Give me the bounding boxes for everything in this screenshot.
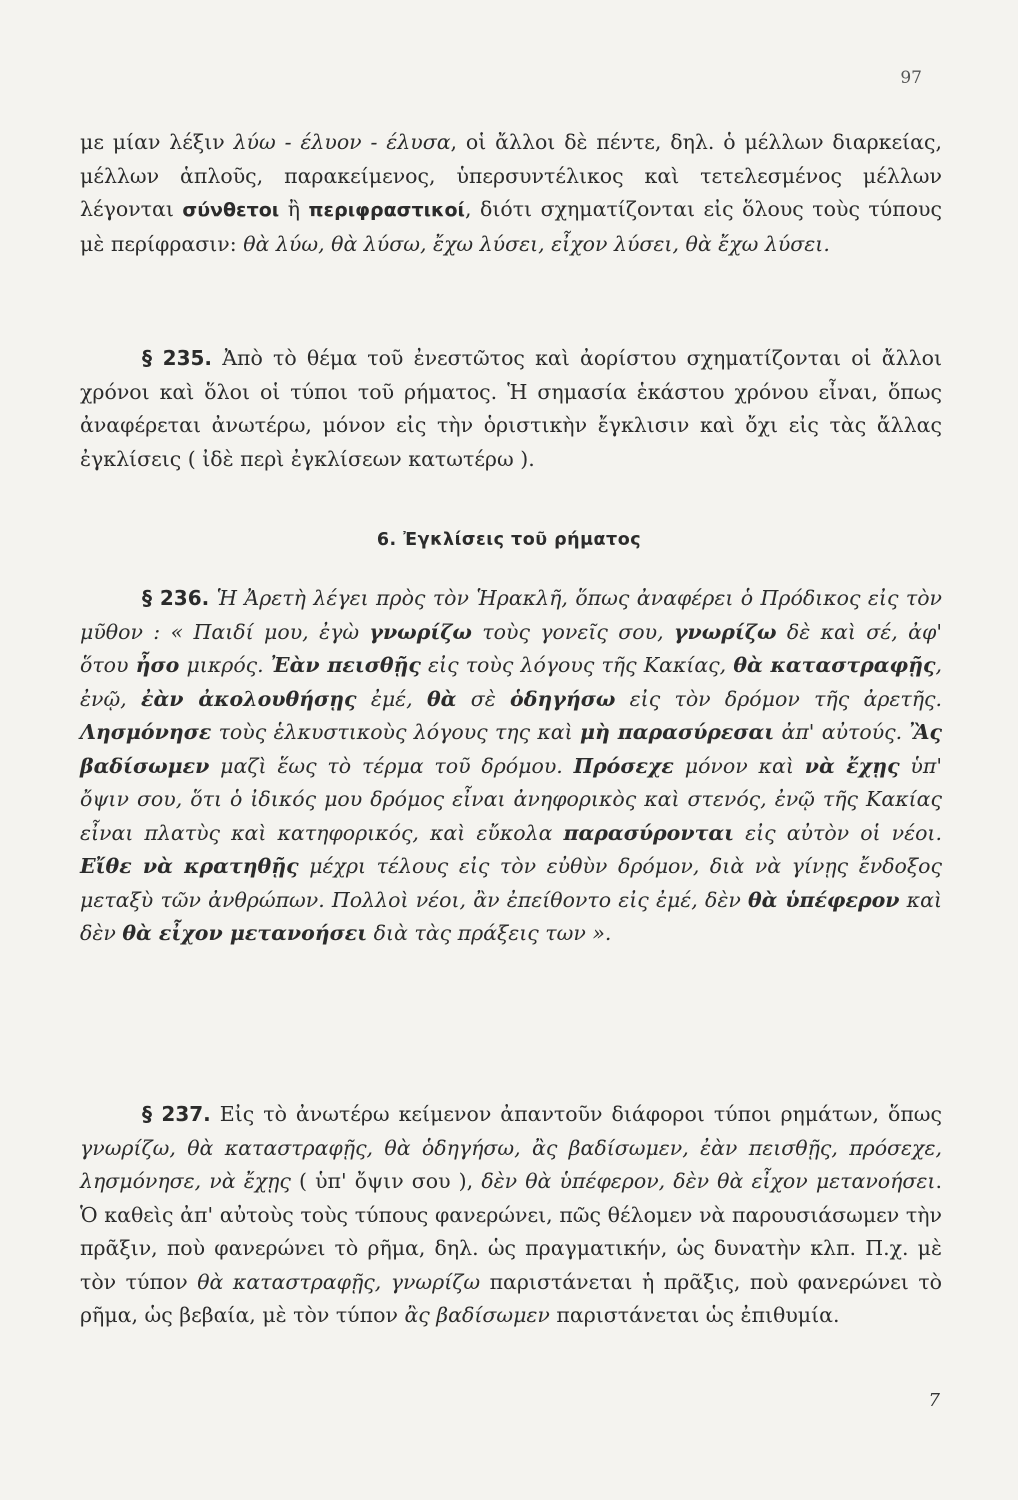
term-compound: σύνθετοι [182, 199, 280, 221]
text-run: ὑπ' ὄψιν σου, ὅτι ὁ ἰδικός μου δρόμος εἶναι ἀνηφορικὸς καὶ στενός, ἐνῷ τῆς Κακίας εἶναι πλατὺς καὶ κατηφορικός, καὶ εὔκολα [80, 753, 943, 845]
example-forms: γνωρίζω, θὰ καταστραφῇς, θὰ ὁδηγήσω, ἂς βαδίσωμεν, ἐὰν πεισθῇς, πρόσεχε, λησμόνησε, νὰ ἔχῃς [80, 1135, 942, 1193]
text-run: δὲ καὶ σέ, ἀφ' ὅτου [80, 619, 943, 677]
example-forms: λύω - έλυον - έλυσα [233, 130, 451, 154]
text-run: τοὺς ἑλκυστικοὺς λόγους της καὶ [211, 720, 580, 744]
verb-form: νὰ ἔχῃς [804, 753, 900, 778]
example-forms: θὰ καταστραφῇς, γνωρίζω [197, 1269, 481, 1294]
text-run: , ἐνῷ, [80, 653, 943, 711]
text-run: παριστάνεται ἡ πρᾶξις, ποὺ φανερώνει τὸ ρῆμα, ὡς βεβαία, μὲ τὸν τύπον [80, 1269, 943, 1327]
text-run: Εἰς τὸ ἀνωτέρω κείμενον ἀπαντοῦν διάφοροι τύποι ρημάτων, ὅπως [210, 1102, 942, 1126]
verb-form: ὁδηγήσω [510, 686, 616, 711]
text-run: εἰς αὐτὸν οἱ νέοι. [734, 820, 942, 845]
example-forms: δὲν θὰ ὑπέφερον, δὲν θὰ εἶχον μετανοήσει [481, 1169, 936, 1193]
verb-form: παρασύρονται [563, 820, 735, 845]
verb-form: Λησμόνησε [80, 720, 212, 744]
signature-mark: 7 [928, 1390, 940, 1411]
text-run: ἐμέ, [356, 686, 427, 711]
paragraph-continuation [80, 126, 942, 261]
text-run: εἰς τοὺς λόγους τῆς Κακίας, [420, 653, 734, 677]
text-run: Ἀπὸ τὸ θέμα τοῦ ἐνεστῶτος καὶ ἀορίστου σχηματίζονται οἱ ἄλλοι χρόνοι καὶ ὅλοι οἱ τύποι τοῦ ρήματος. Ἡ σημασία ἑκάστου χρόνου εἶναι, ὅπως ἀναφέρεται ἀνωτέρω, μόνον εἰς τὴν ὁριστικὴν ἔγκλισιν καὶ ὄχι εἰς τὰς ἄλλας ἐγκλίσεις ( ἰδὲ περὶ ἐγκλίσεων κατωτέρω ). [80, 346, 942, 471]
text-run: μέχρι τέλους εἰς τὸν εὐθὺν δρόμον, διὰ νὰ γίνῃς ἔνδοξος μεταξὺ τῶν ἀνθρώπων. Πολλοὶ νέοι, ἂν ἐπείθοντο εἰς ἐμέ, δὲν [80, 854, 942, 912]
text-run: τοὺς γονεῖς σου, [471, 619, 674, 644]
term-periphrastic: περιφραστικοί [308, 199, 465, 221]
verb-form: Εἴθε νὰ κρατηθῇς [80, 854, 299, 878]
verb-form: ἐὰν ἀκολουθήσῃς [141, 686, 357, 711]
verb-form: Ἐὰν πεισθῇς [270, 653, 421, 677]
section-number: § 237. [142, 1102, 211, 1126]
page-number: 97 [900, 68, 922, 88]
text-run: Ἡ Ἀρετὴ λέγει πρὸς τὸν Ἡρακλῆ, ὅπως ἀναφέρει ὁ Πρόδικος εἰς τὸν μῦθον : « Παιδί μου, ἐγὼ [80, 586, 943, 644]
verb-form: Πρόσεχε [573, 753, 674, 778]
example-forms: θὰ λύω, θὰ λύσω, ἔχω λύσει, εἶχον λύσει, θὰ ἔχω λύσει. [243, 231, 830, 256]
text-run: καὶ δὲν [80, 887, 942, 945]
section-number: § 236. [142, 586, 210, 610]
verb-form: γνωρίζω [369, 619, 472, 644]
text-run: . Ὁ καθεὶς ἀπ' αὐτοὺς τοὺς τύπους φανερώνει, πῶς θέλομεν νὰ παρουσιάσωμεν τὴν πρᾶξιν, ποὺ φανερώνει τὸ ρῆμα, δηλ. ὡς πραγματικήν, ὡς δυνατὴν κλπ. Π.χ. μὲ τὸν τύπον [80, 1169, 942, 1294]
text-run: μαζὶ ἕως τὸ τέρμα τοῦ δρόμου. [209, 753, 574, 778]
text-run: ἀπ' αὐτούς. [774, 720, 910, 744]
text-run: , οἱ ἄλλοι δὲ πέντε, δηλ. ὁ μέλλων διαρκείας, μέλλων ἁπλοῦς, παρακείμενος, ὑπερσυντέλικος καὶ τετελεσμένος μέλλων λέγονται [80, 130, 942, 221]
verb-form: θὰ εἶχον μετανοήσει [122, 921, 368, 945]
text-run: ( ὑπ' ὄψιν σου ), [290, 1169, 482, 1193]
verb-form: Ἂς βαδίσωμεν [80, 720, 943, 778]
text-run: εἰς τὸν δρόμον τῆς ἀρετῆς. [615, 686, 942, 711]
text-run: ἢ [279, 197, 309, 221]
section-number: § 235. [142, 346, 212, 370]
text-run: , διότι σχηματίζονται εἰς ὅλους τοὺς τύπους μὲ περίφρασιν: [80, 197, 942, 256]
text-run: με μίαν λέξιν [80, 130, 234, 154]
example-forms: ἂς βαδίσωμεν [404, 1303, 550, 1327]
text-run: παριστάνεται ὡς ἐπιθυμία. [549, 1303, 840, 1327]
verb-form: θὰ καταστραφῇς [733, 653, 936, 677]
paragraph-237 [80, 1098, 942, 1333]
verb-form: μὴ παρασύρεσαι [579, 720, 775, 744]
verb-form: ἦσο [135, 653, 180, 677]
verb-form: γνωρίζω [673, 619, 777, 644]
paragraph-235 [80, 342, 942, 476]
text-run: μόνον καὶ [673, 753, 805, 778]
text-run: μικρός. [179, 653, 271, 677]
text-run: διὰ τὰς πράξεις των ». [367, 921, 612, 945]
verb-form: θὰ [426, 686, 457, 711]
section-heading: 6. Ἐγκλίσεις τοῦ ρήματος [376, 530, 642, 550]
text-run: σὲ [456, 686, 511, 711]
verb-form: θὰ ὑπέφερον [747, 887, 900, 912]
paragraph-236 [80, 582, 942, 951]
